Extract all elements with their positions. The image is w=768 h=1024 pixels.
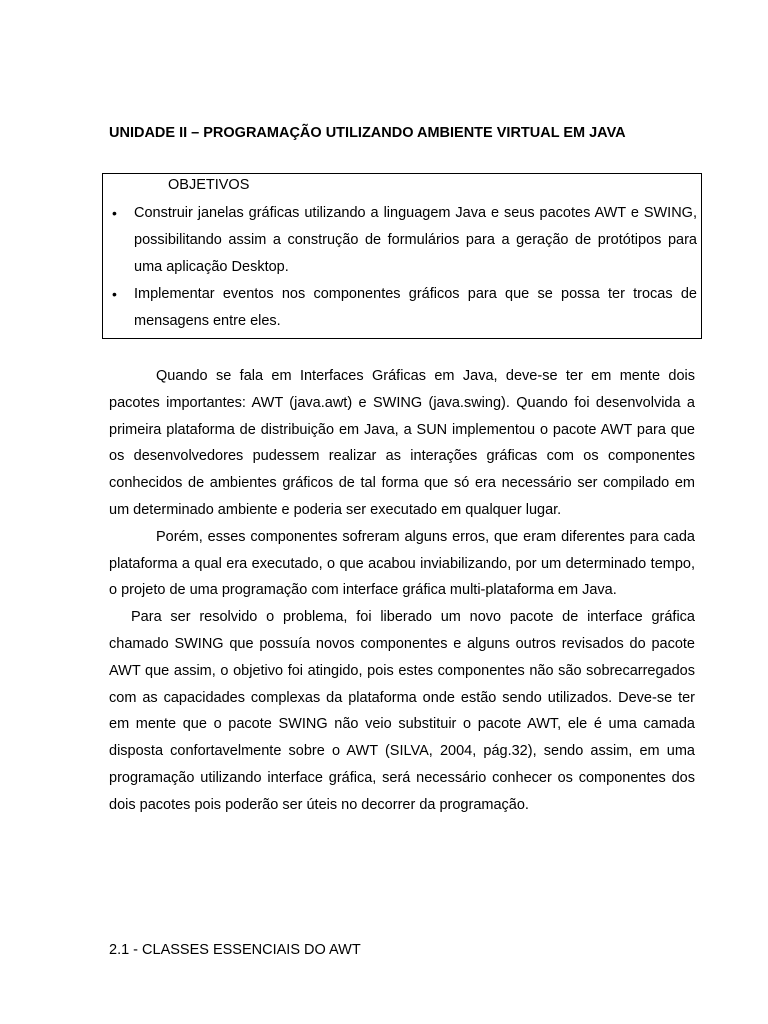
bullet-icon: • <box>112 286 117 302</box>
objectives-box <box>102 173 702 339</box>
objectives-heading: OBJETIVOS <box>168 177 250 193</box>
paragraph: Quando se fala em Interfaces Gráficas em Java, deve-se ter em mente dois pacotes importantes: AWT (java.awt) e SWING (java.swing). Quando foi desenvolvida a primeira plataforma de distribuição em Java, a SUN implementou o pacote AWT para que os desenvolvedores pudessem realizar as interações gráficas com os componentes conhecidos de ambientes gráficos de tal forma que só era necessário ser compilado em um determinado ambiente e poderia ser executado em qualquer lugar. <box>109 368 695 518</box>
objectives-list <box>103 200 703 335</box>
paragraph: Porém, esses componentes sofreram alguns erros, que eram diferentes para cada plataforma a qual era executado, o que acabou inviabilizando, por um determinado tempo, o projeto de uma programação com interface gráfica multi-plataforma em Java. <box>109 528 695 599</box>
bullet-icon: • <box>112 205 117 221</box>
objective-item <box>103 281 703 335</box>
body-text <box>109 363 695 819</box>
objective-text: Implementar eventos nos componentes gráficos para que se possa ter trocas de mensagens entre eles. <box>134 286 697 329</box>
objective-text: Construir janelas gráficas utilizando a linguagem Java e seus pacotes AWT e SWING, possibilitando assim a construção de formulários para a geração de protótipos para uma aplicação Desktop. <box>134 205 697 275</box>
objective-item <box>103 200 703 281</box>
section-heading: 2.1 - CLASSES ESSENCIAIS DO AWT <box>109 942 361 958</box>
unit-title: UNIDADE II – PROGRAMAÇÃO UTILIZANDO AMBIENTE VIRTUAL EM JAVA <box>109 125 626 141</box>
paragraph: Para ser resolvido o problema, foi liberado um novo pacote de interface gráfica chamado SWING que possuía novos componentes e alguns outros revisados do pacote AWT que assim, o objetivo foi atingido, pois estes componentes não são sobrecarregados com as capacidades complexas da plataforma onde estão sendo utilizados. Deve-se ter em mente que o pacote SWING não veio substituir o pacote AWT, ele é uma camada disposta confortavelmente sobre o AWT (SILVA, 2004, pág.32), sendo assim, em uma programação utilizando interface gráfica, será necessário conhecer os componentes dos dois pacotes pois poderão ser úteis no decorrer da programação. <box>109 609 695 813</box>
